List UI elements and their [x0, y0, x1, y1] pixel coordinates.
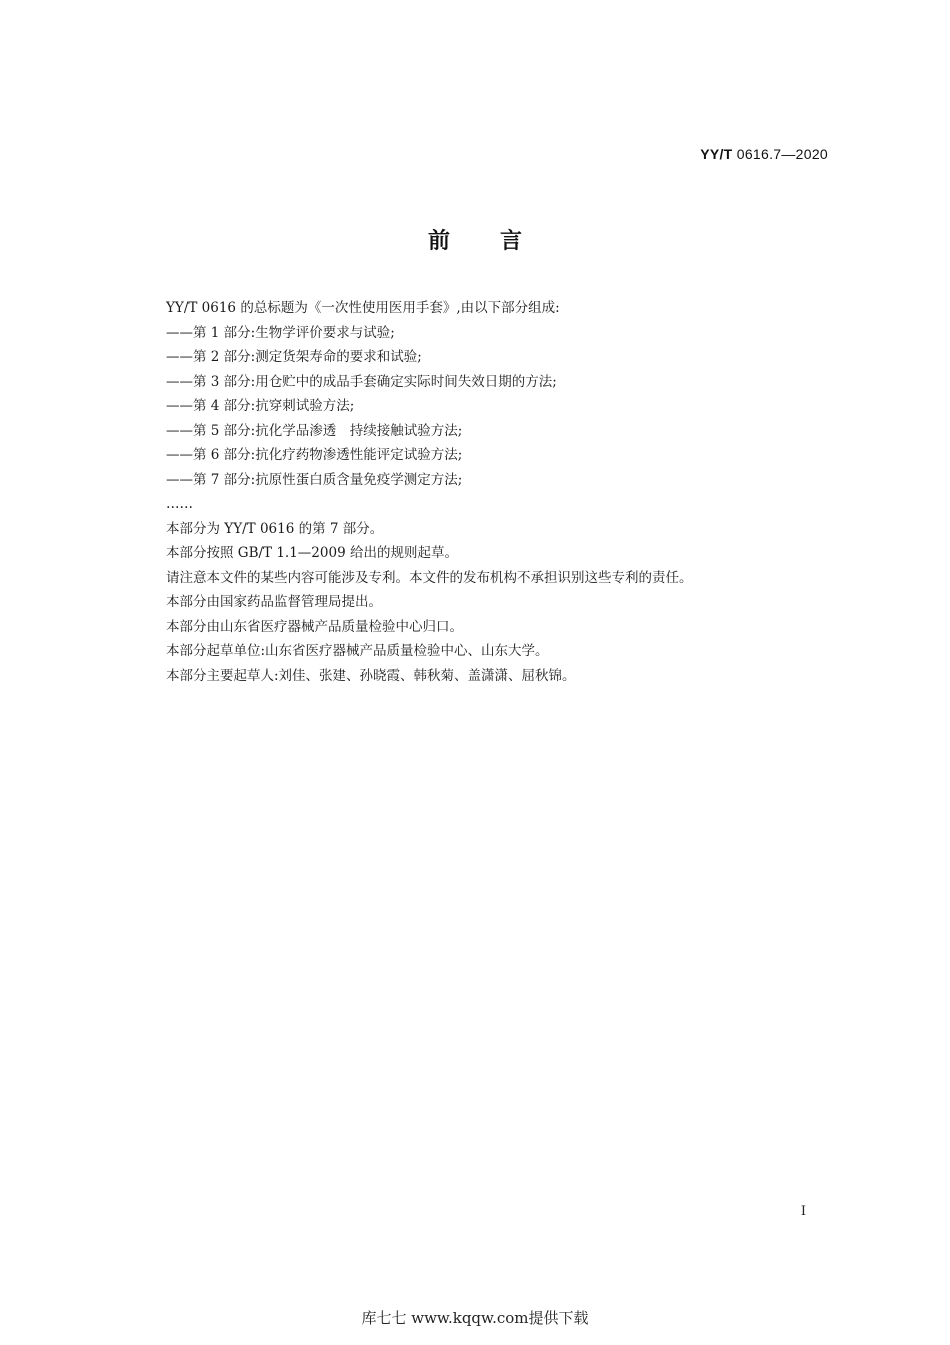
- paragraph-patent-notice: 请注意本文件的某些内容可能涉及专利。本文件的发布机构不承担识别这些专利的责任。: [166, 569, 693, 586]
- standard-code: [700, 146, 828, 162]
- foreword-body: [166, 296, 806, 688]
- list-item-part-4: ——第 4 部分:抗穿刺试验方法;: [166, 398, 355, 414]
- footer-watermark: 库七七 www.kqqw.com提供下载: [361, 1309, 589, 1327]
- list-item-part-1: ——第 1 部分:生物学评价要求与试验;: [166, 324, 395, 341]
- list-item-part-5: ——第 5 部分:抗化学品渗透 持续接触试验方法;: [166, 422, 463, 439]
- list-ellipsis: ……: [166, 496, 193, 512]
- list-item-part-3: ——第 3 部分:用仓贮中的成品手套确定实际时间失效日期的方法;: [166, 373, 557, 390]
- page-title: 前言: [427, 229, 572, 254]
- standard-prefix: YY/T: [700, 146, 733, 162]
- paragraph-proposed-by: 本部分由国家药品监督管理局提出。: [166, 594, 382, 610]
- list-item-part-2: ——第 2 部分:测定货架寿命的要求和试验;: [166, 349, 422, 365]
- standard-number: 0616.7—2020: [736, 146, 828, 162]
- paragraph-drafters: 本部分主要起草人:刘佳、张建、孙晓霞、韩秋菊、盖潇潇、屈秋锦。: [166, 667, 576, 684]
- paragraph-part-statement: 本部分为 YY/T 0616 的第 7 部分。: [166, 520, 384, 537]
- list-item-part-6: ——第 6 部分:抗化疗药物渗透性能评定试验方法;: [166, 447, 463, 463]
- paragraph-drafting-rules: 本部分按照 GB/T 1.1—2009 给出的规则起草。: [166, 545, 458, 561]
- list-item-part-7: ——第 7 部分:抗原性蛋白质含量免疫学测定方法;: [166, 471, 463, 488]
- page-number: I: [800, 1204, 806, 1219]
- paragraph-centralized-by: 本部分由山东省医疗器械产品质量检验中心归口。: [166, 618, 463, 635]
- paragraph-intro: YY/T 0616 的总标题为《一次性使用医用手套》,由以下部分组成:: [166, 300, 560, 316]
- paragraph-drafting-units: 本部分起草单位:山东省医疗器械产品质量检验中心、山东大学。: [166, 643, 549, 659]
